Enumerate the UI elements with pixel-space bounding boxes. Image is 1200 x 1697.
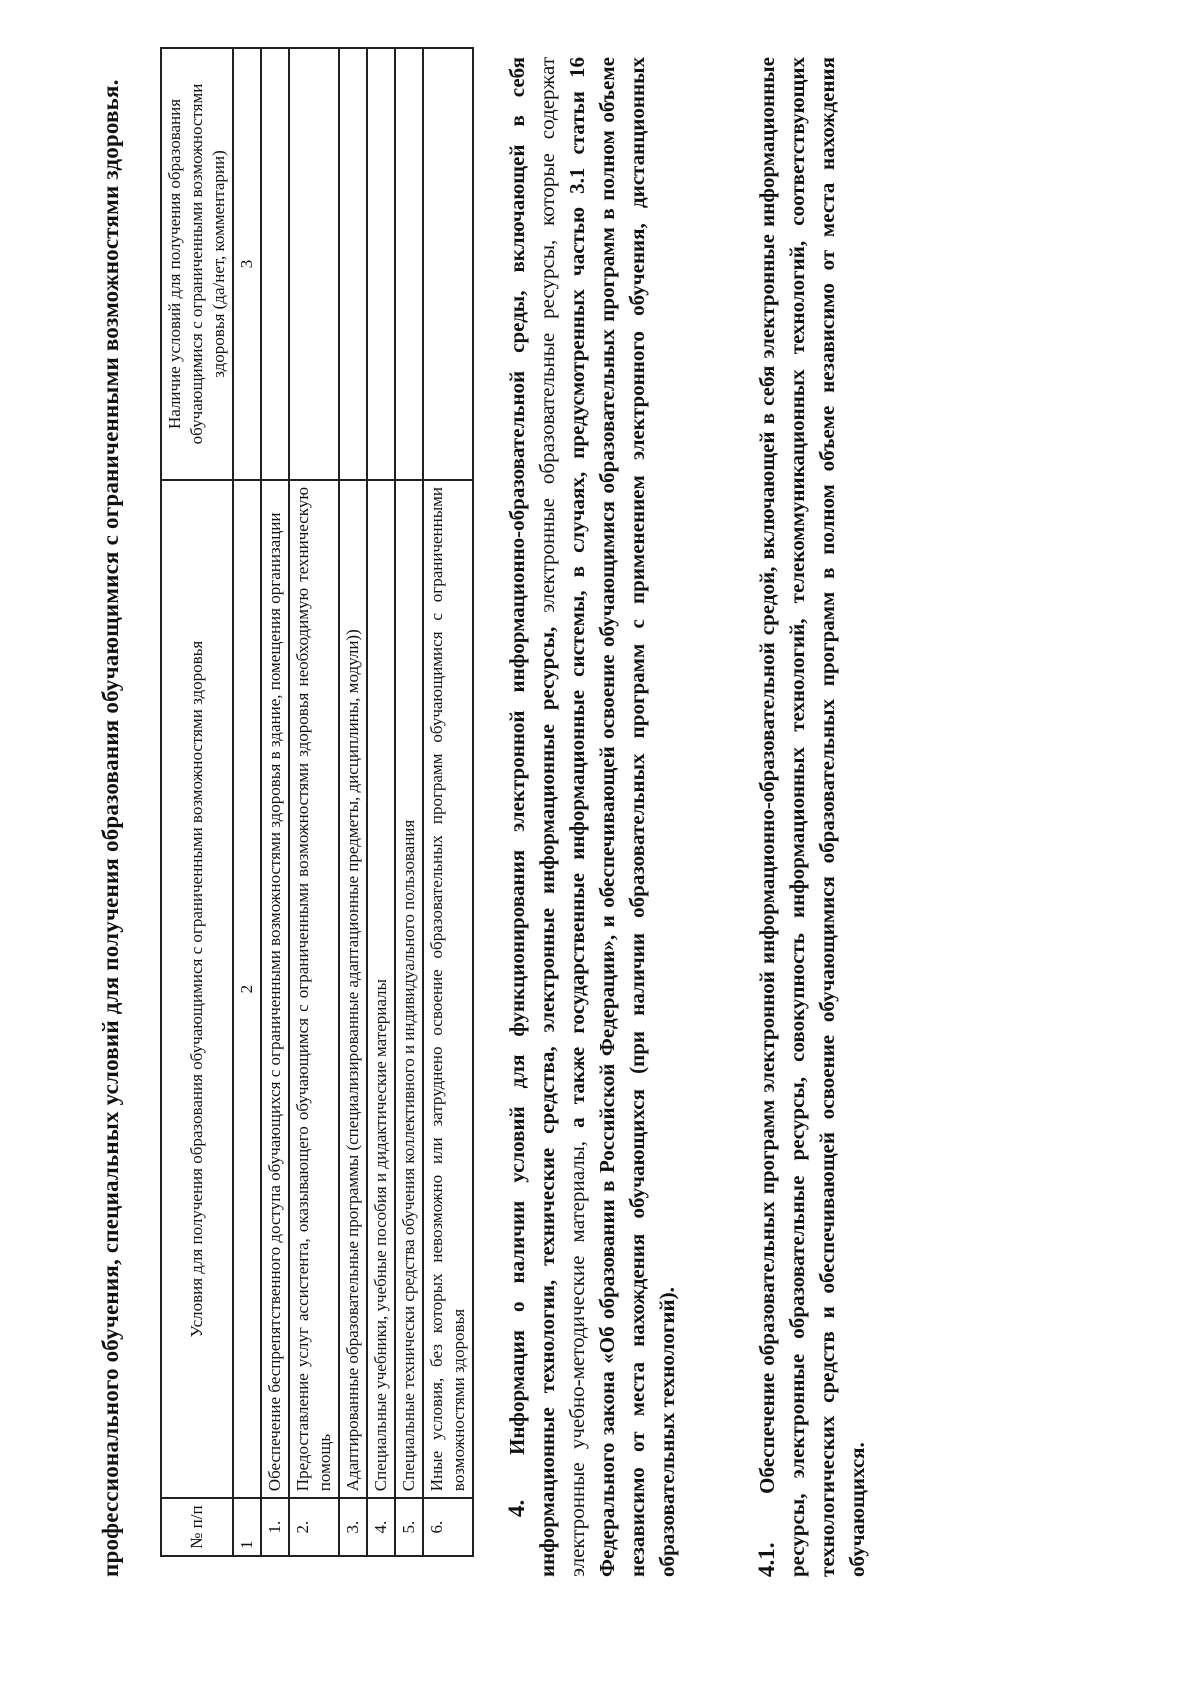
- row-value: [395, 48, 423, 480]
- row-condition: Специальные учебники, учебные пособия и дидактические материалы: [367, 480, 395, 1498]
- column-number: 1: [233, 1498, 261, 1556]
- row-condition: Обеспечение беспрепятственного доступа обучающихся с ограниченными возможностями здоровья в здание, помещения организации: [261, 480, 289, 1498]
- row-value: [367, 48, 395, 480]
- header-number: № п/п: [161, 1498, 233, 1556]
- section-4-1-paragraph: [752, 57, 872, 1577]
- row-condition: Специальные технически средства обучения коллективного и индивидуального пользования: [395, 480, 423, 1498]
- header-conditions: Условия для получения образования обучающимися с ограниченными возможностями здоровья: [161, 480, 233, 1498]
- row-condition: Адаптированные образовательные программы (специализированные адаптационные предметы, дисциплины, модули)): [339, 480, 367, 1498]
- table-row: [423, 48, 473, 1556]
- row-number: 1.: [261, 1498, 289, 1556]
- row-value: [339, 48, 367, 480]
- column-number: 3: [233, 48, 261, 480]
- section-4-number: 4.: [504, 1499, 529, 1517]
- section-4-text-bold-cont: а также государственные информационные системы, в случаях, предусмотренных частью 3.1 статьи 16 Федерального закона «Об образовании в Российской Федерации», и обеспечивающей освоение обучающимися образовательных программ в полном объеме независимо от места нахождения обучающихся (при наличии образовательных программ с применением электронного обучения, дистанционных образовательных технологий).: [565, 57, 679, 1577]
- row-condition: Предоставление услуг ассистента, оказывающего обучающимся с ограниченными возможностями здоровья необходимую техническую помощь: [289, 480, 339, 1498]
- row-number: 2.: [289, 1498, 339, 1556]
- table-row: [367, 48, 395, 1556]
- section-heading: профессионального обучения, специальных условий для получения образования обучающимися с ограниченными возможностями здоровья.: [98, 79, 123, 1577]
- row-value: [423, 48, 473, 480]
- row-number: 4.: [367, 1498, 395, 1556]
- page-content: [92, 57, 872, 1577]
- row-number: 5.: [395, 1498, 423, 1556]
- header-availability: Наличие условий для получения образования обучающимися с ограниченными возможностями здоровья (да/нет, комментарии): [161, 48, 233, 480]
- table-row: [339, 48, 367, 1556]
- table-column-number-row: [233, 48, 261, 1556]
- row-condition: Иные условия, без которых невозможно или затруднено освоение образовательных программ обучающимися с ограниченными возможностями здоровья: [423, 480, 473, 1498]
- table-row: [395, 48, 423, 1556]
- table-row: [289, 48, 339, 1556]
- conditions-table: [160, 47, 474, 1557]
- row-number: 6.: [423, 1498, 473, 1556]
- column-number: 2: [233, 480, 261, 1498]
- section-4-1-number: 4.1.: [754, 1542, 779, 1577]
- row-value: [289, 48, 339, 480]
- row-value: [261, 48, 289, 480]
- section-4-paragraph: [502, 57, 682, 1577]
- section-4-text-bold: Информация о наличии условий для функционирования электронной информационно-образовательной среды, включающей в себя информационные технологии, технические средства, электронные информационные ресурсы,: [505, 56, 559, 1577]
- table-header-row: [161, 48, 233, 1556]
- section-4-text-plain: электронные образовательные ресурсы, которые содержат электронные учебно-методические материалы,: [535, 57, 589, 1577]
- table-row: [261, 48, 289, 1556]
- row-number: 3.: [339, 1498, 367, 1556]
- section-4-1-text: Обеспечение образовательных программ электронной информационно-образовательной средой, включающей в себя электронные информационные ресурсы, электронные образовательные ресурсы, совокупность информационных технологий, телекоммуникационных технологий, соответствующих технологических средств и обеспечивающей освоение обучающимися образовательных программ в полном объеме независимо от места нахождения обучающихся.: [755, 56, 869, 1577]
